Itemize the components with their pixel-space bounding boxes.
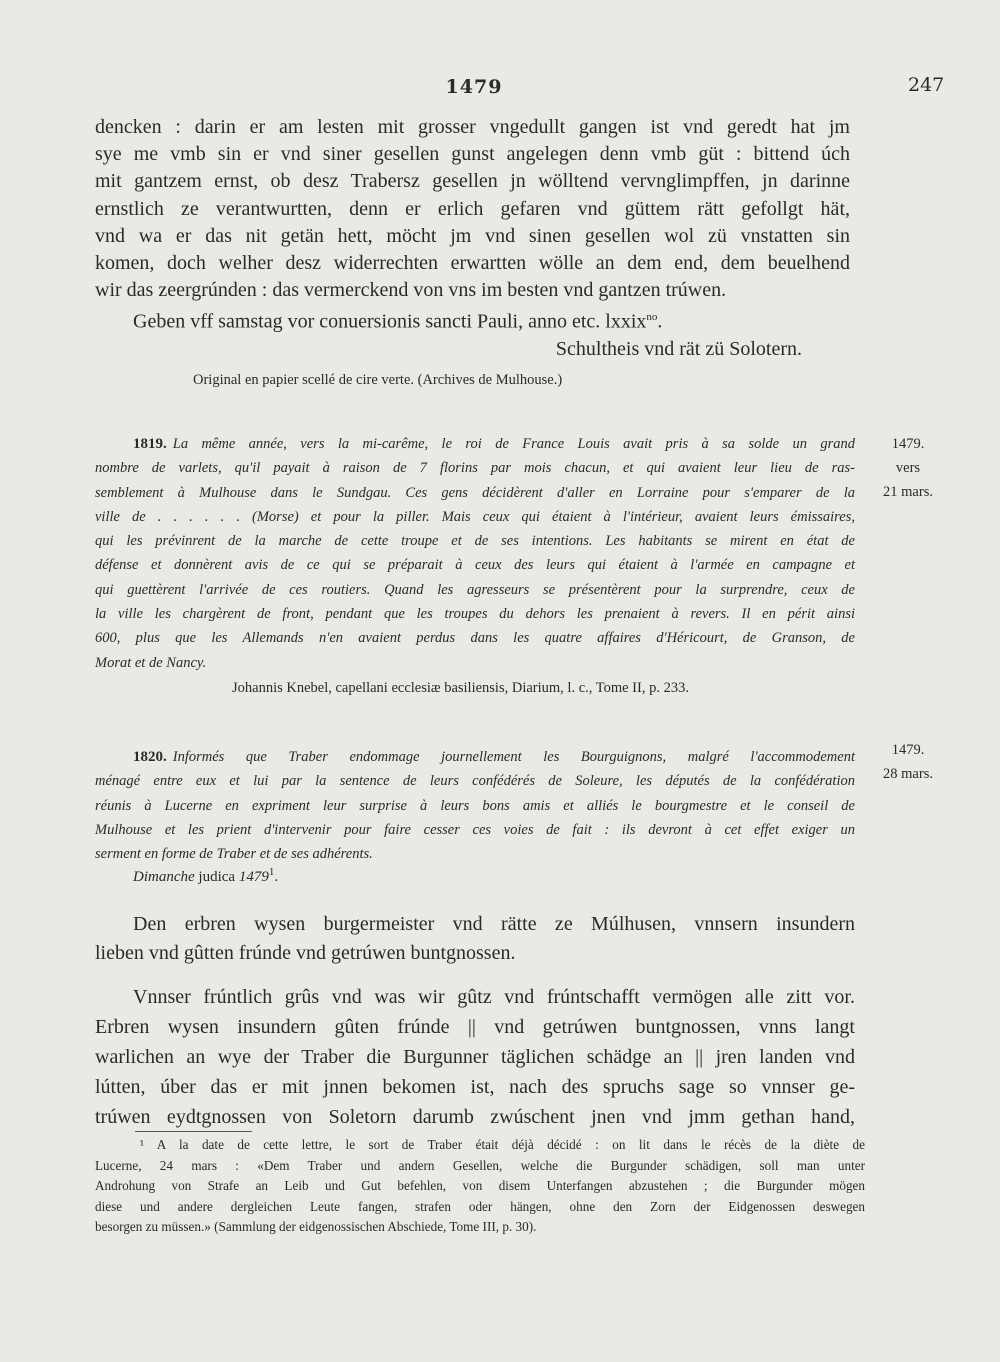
entry-line: ville de . . . . . . (Morse) et pour la piller. Mais ceux qui étaient à l'intérieur, avaient leurs émissaires, xyxy=(95,508,855,525)
footnote xyxy=(95,1135,865,1238)
letter-line: mit gantzem ernst, ob desz Trabersz gesellen jn wölltend vervnglimpffen, jn darinne xyxy=(95,170,850,193)
letter-dating xyxy=(95,304,850,336)
page-number: 247 xyxy=(908,74,945,96)
entry-1820-dating xyxy=(133,866,278,886)
footnote-line: besorgen zu müssen.» (Sammlung der eidgenossischen Abschiede, Tome III, p. 30). xyxy=(95,1219,537,1234)
margin-date-1820 xyxy=(868,738,948,786)
entry-line: nombre de varlets, qu'il payait à raison de 7 florins par mois chacun, et qui avaient leur lieu de ras- xyxy=(95,460,855,477)
letter-line: warlichen an wye der Traber die Burgunner täglichen schädge an || jren landen vnd xyxy=(95,1046,855,1068)
entry-line: qui guettèrent l'arrivée de ces routiers. Quand les agresseurs se présentèrent pour la surprendre, ceux de xyxy=(95,581,855,598)
footnote-line: Androhung von Strafe an Leib und Gut befehlen, von disem Unterfangen abzustehen ; die Burgunder mögen xyxy=(95,1178,865,1193)
letter-line: trúwen eydtgnossen von Soletorn darumb zwúschent jnen vnd jmm gethan hand, xyxy=(95,1106,855,1128)
letter-body xyxy=(95,982,855,1132)
margin-date-line: 21 mars. xyxy=(883,484,933,500)
source-note-2: Johannis Knebel, capellani ecclesiæ basiliensis, Diarium, l. c., Tome II, p. 233. xyxy=(232,680,689,696)
letter-dating-end: . xyxy=(657,311,663,334)
margin-date-line: 28 mars. xyxy=(883,766,933,782)
entry-line: la ville les chargèrent de front, pendant que les troupes du dehors les prenaient à revers. Il en périt ainsi xyxy=(95,606,855,623)
letter-continuation xyxy=(95,114,850,363)
letter-line: wir das zeergrúnden : das vermerckend von vns im besten vnd gantzen trúwen. xyxy=(95,279,727,302)
letter-dating-sup: no xyxy=(646,311,658,324)
letter-line: Den erbren wysen burgermeister vnd rätte ze Múlhusen, vnnsern insundern xyxy=(133,913,855,935)
dating-day: Dimanche xyxy=(133,869,195,885)
entry-line: semblement à Mulhouse dans le Sundgau. Ces gens décidèrent d'aller en Lorraine pour s'emparer de la xyxy=(95,484,855,501)
entry-line-text: La même année, vers la mi-carême, le roi de France Louis avait pris à sa solde un grand xyxy=(172,436,855,452)
letter-address xyxy=(95,910,855,968)
footnote-ref: 1 xyxy=(268,866,275,878)
letter-line: dencken : darin er am lesten mit grosser vngedullt gangen ist vnd geredt hat jm xyxy=(95,116,850,138)
entry-number: 1820. xyxy=(133,749,167,765)
margin-date-line: 1479. xyxy=(891,742,925,758)
entry-line xyxy=(95,745,855,769)
entry-line: serment en forme de Traber et de ses adhérents. xyxy=(95,846,373,863)
dating-end: . xyxy=(274,869,279,885)
letter-signature: Schultheis vnd rät zü Solotern. xyxy=(555,338,802,361)
entry-1820 xyxy=(95,745,855,866)
entry-line xyxy=(95,432,855,456)
letter-line: sye me vmb sin er vnd siner gesellen gunst angelegen denn vmb güt : bittend úch xyxy=(95,143,850,166)
source-note-1: Original en papier scellé de cire verte. (Archives de Mulhouse.) xyxy=(193,372,563,388)
letter-line: lieben vnd gûtten frúnde vnd getrúwen buntgnossen. xyxy=(95,942,516,964)
letter-line: Vnnser frúntlich grûs vnd was wir gûtz vnd frúntschafft vermögen alle zitt vor. xyxy=(133,986,855,1008)
footnote-line: diese und andere dergleichen Leute fangen, strafen oder hängen, ohne den Zorn der Eidgenossen deswegen xyxy=(95,1198,865,1214)
footnote-line: Lucerne, 24 mars : «Dem Traber und andern Gesellen, welche die Burgunder schädigen, soll man unter xyxy=(95,1157,865,1173)
entry-1819 xyxy=(95,432,855,675)
dating-plain: judica xyxy=(194,869,239,885)
margin-date-1819 xyxy=(868,432,948,504)
letter-line: Erbren wysen insundern gûten frúnde || vnd getrúwen buntgnossen, vnns langt xyxy=(95,1016,855,1038)
letter-line: ernstlich ze verantwurtten, denn er erlich gefaren vnd güttem rätt gefollgt hät, xyxy=(95,197,850,220)
letter-line: komen, doch welher desz widerrechten erwartten wölle an dem end, dem beuelhend xyxy=(95,252,850,275)
footnote-divider xyxy=(135,1131,252,1132)
entry-line: qui les prévinrent de la marche de cette troupe et de ses intentions. Les habitants se mirent en état de xyxy=(95,533,855,550)
entry-line: réunis à Lucerne en expriment leur surprise à leurs bons amis et alliés le bourgmestre et le conseil de xyxy=(95,797,855,814)
entry-line: ménagé entre eux et lui par la sentence de leurs confédérés de Soleure, les députés de la confédération xyxy=(95,773,855,790)
margin-date-line: 1479. xyxy=(891,436,925,452)
dating-year: 1479 xyxy=(238,869,269,885)
entry-line-text: Informés que Traber endommage journellement les Bourguignons, malgré l'accommodement xyxy=(172,749,855,765)
letter-line: vnd wa er das nit getän hett, möcht jm vnd sinen gesellen wol zü vnstatten sin xyxy=(95,224,850,247)
letter-dating-text: Geben vff samstag vor conuersionis sancti Pauli, anno etc. lxxix xyxy=(133,311,647,334)
entry-line: défense et donnèrent avis de ce qui se préparait à ceux des leurs qui étaient à l'armée en campagne et xyxy=(95,557,855,574)
entry-line: Morat et de Nancy. xyxy=(95,654,207,671)
entry-number: 1819. xyxy=(133,436,167,452)
letter-line: lútten, úber das er mit jnnen bekomen ist, nach des spruchs sage so vnnser ge- xyxy=(95,1076,855,1098)
margin-date-line: vers xyxy=(895,460,921,476)
entry-line: 600, plus que les Allemands n'en avaient perdus dans les quatre affaires d'Héricourt, de Granson, de xyxy=(95,630,855,647)
footnote-line: ¹ A la date de cette lettre, le sort de Traber était déjà décidé : on lit dans le récès de la diète de xyxy=(140,1137,865,1152)
entry-line: Mulhouse et les prient d'intervenir pour faire cesser ces voies de fait : ils devront à cet effet exiger un xyxy=(95,821,855,838)
running-head-year: 1479 xyxy=(445,76,503,98)
